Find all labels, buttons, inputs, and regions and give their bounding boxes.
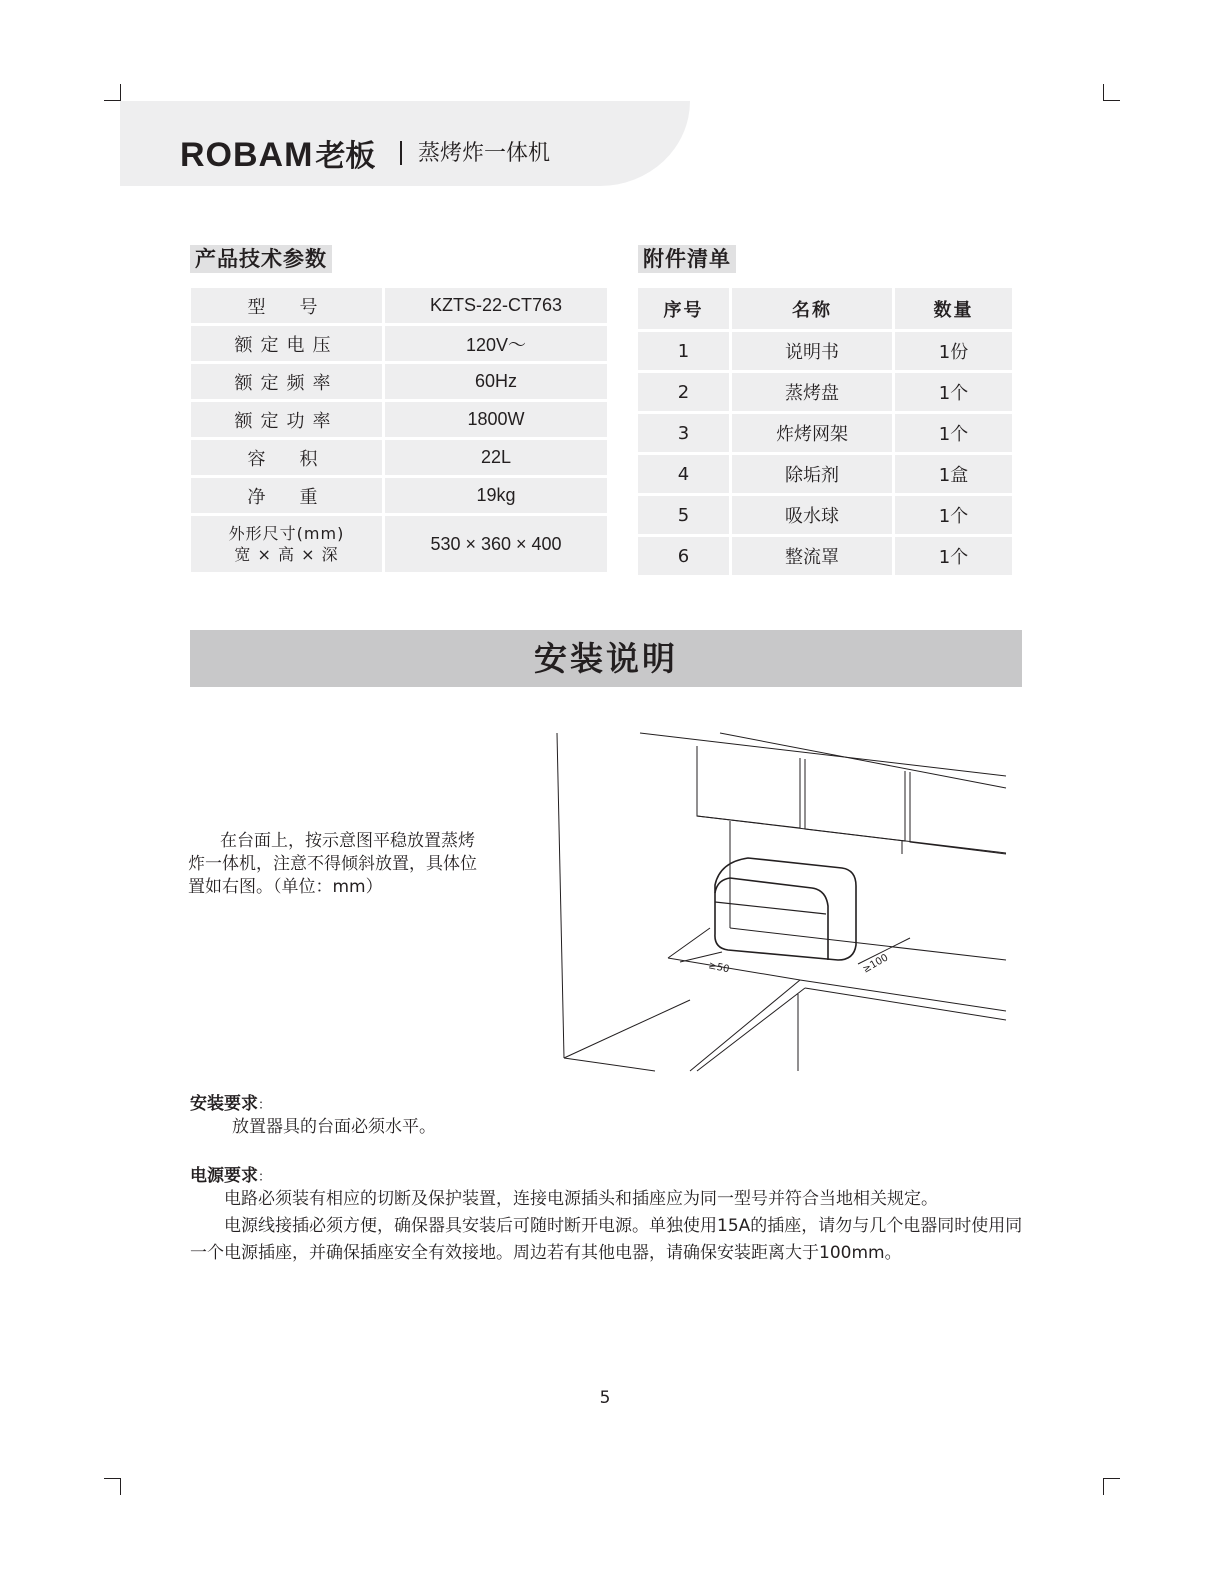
- acc-qty: 1份: [895, 332, 1012, 370]
- dims-key-line2: 宽 × 高 × 深: [234, 545, 339, 564]
- back-clearance-label: ≥100: [861, 952, 891, 976]
- acc-name: 说明书: [732, 332, 892, 370]
- spec-key: 额定电压: [191, 326, 382, 361]
- accessory-section-label: 附件清单: [638, 245, 736, 273]
- spec-key-dimensions: [191, 516, 382, 572]
- acc-no: 6: [638, 537, 729, 575]
- appliance-front-face: [715, 878, 828, 960]
- upper-cabinet-1: [697, 746, 800, 828]
- table-row: [638, 455, 1012, 493]
- table-row: [638, 332, 1012, 370]
- acc-name: 除垢剂: [732, 455, 892, 493]
- counter-front-edge-2: [805, 988, 1006, 1020]
- table-row: [638, 496, 1012, 534]
- table-row: [191, 440, 607, 475]
- spec-value: KZTS-22-CT763: [385, 288, 607, 323]
- table-row: [191, 288, 607, 323]
- dims-key-line1: 外形尺寸(mm): [228, 524, 345, 543]
- counter-side-edge-2: [697, 988, 805, 1071]
- table-row: [638, 414, 1012, 452]
- upper-cabinet-2: [805, 759, 905, 841]
- spec-key: 型 号: [191, 288, 382, 323]
- table-row: [191, 326, 607, 361]
- spec-table: [188, 285, 610, 575]
- acc-no: 2: [638, 373, 729, 411]
- install-intro-text: 在台面上，按示意图平稳放置蒸烤炸一体机，注意不得倾斜放置，具体位置如右图。（单位：mm）: [188, 831, 477, 897]
- counter-side-edge: [690, 980, 800, 1071]
- spec-value: 1800W: [385, 402, 607, 437]
- floor-corner-line: [564, 1000, 690, 1058]
- header-qty: 数量: [895, 288, 1012, 329]
- accessory-table: [635, 285, 1015, 578]
- spec-key: 容 积: [191, 440, 382, 475]
- spec-key: 净 重: [191, 478, 382, 513]
- header-divider: [400, 141, 402, 165]
- acc-qty: 1个: [895, 414, 1012, 452]
- header-product-name: 蒸烤炸一体机: [418, 141, 551, 166]
- crop-mark-top-left: [104, 84, 121, 101]
- acc-no: 1: [638, 332, 729, 370]
- spec-key: 额定频率: [191, 364, 382, 399]
- table-header-row: [638, 288, 1012, 329]
- appliance-body: [715, 858, 856, 960]
- spec-section-label: 产品技术参数: [190, 245, 332, 273]
- counter-front-edge: [800, 980, 1006, 1011]
- appliance-door-line: [715, 902, 826, 914]
- upper-cabinet-3: [910, 772, 1006, 854]
- spec-key: 额定功率: [191, 402, 382, 437]
- header-no: 序号: [638, 288, 729, 329]
- floor-front-line: [564, 1058, 655, 1071]
- counter-left-edge: [668, 928, 710, 958]
- acc-qty: 1个: [895, 373, 1012, 411]
- acc-name: 整流罩: [732, 537, 892, 575]
- power-requirements-paragraph-1: 电路必须装有相应的切断及保护装置，连接电源插头和插座应为同一型号并符合当地相关规定。: [224, 1189, 938, 1209]
- acc-qty: 1个: [895, 537, 1012, 575]
- counter-front-left: [668, 958, 800, 980]
- ceiling-line-2: [720, 733, 1006, 788]
- acc-no: 3: [638, 414, 729, 452]
- table-row: [191, 364, 607, 399]
- brand-logo: ROBAM老板: [180, 136, 376, 174]
- install-section-banner: 安装说明: [190, 630, 1022, 687]
- spec-value-dimensions: 530 × 360 × 400: [385, 516, 607, 572]
- install-requirements-text: 放置器具的台面必须水平。: [232, 1117, 436, 1137]
- acc-name: 炸烤网架: [732, 414, 892, 452]
- acc-name: 蒸烤盘: [732, 373, 892, 411]
- header-name: 名称: [732, 288, 892, 329]
- spec-value: 19kg: [385, 478, 607, 513]
- page-number: 5: [599, 1388, 611, 1408]
- table-row: [638, 537, 1012, 575]
- crop-mark-bottom-right: [1103, 1478, 1120, 1495]
- power-requirements-paragraph-2: 电源线接插必须方便，确保器具安装后可随时断开电源。单独使用15A的插座，请勿与几个电器同时使用同一个电源插座，并确保插座安全有效接地。周边若有其他电器，请确保安装距离大于100mm。: [190, 1216, 1023, 1263]
- table-row: [638, 373, 1012, 411]
- wall-edge-line: [557, 733, 564, 1058]
- spec-value: 120V～: [385, 326, 607, 361]
- ceiling-line: [640, 733, 1006, 776]
- crop-mark-top-right: [1103, 84, 1120, 101]
- side-clearance-label: ≥50: [707, 960, 731, 976]
- table-row: [191, 478, 607, 513]
- spec-value: 60Hz: [385, 364, 607, 399]
- spec-value: 22L: [385, 440, 607, 475]
- acc-qty: 1个: [895, 496, 1012, 534]
- installation-diagram: [550, 728, 1020, 1078]
- acc-no: 5: [638, 496, 729, 534]
- cabinet-bottom-line: [697, 816, 1006, 853]
- install-requirements-title: 安装要求：: [190, 1094, 272, 1114]
- crop-mark-bottom-left: [104, 1478, 121, 1495]
- acc-qty: 1盒: [895, 455, 1012, 493]
- acc-name: 吸水球: [732, 496, 892, 534]
- table-row: [191, 402, 607, 437]
- acc-no: 4: [638, 455, 729, 493]
- power-requirements-title: 电源要求：: [190, 1166, 272, 1186]
- counter-back-edge: [730, 928, 1006, 960]
- table-row: [191, 516, 607, 572]
